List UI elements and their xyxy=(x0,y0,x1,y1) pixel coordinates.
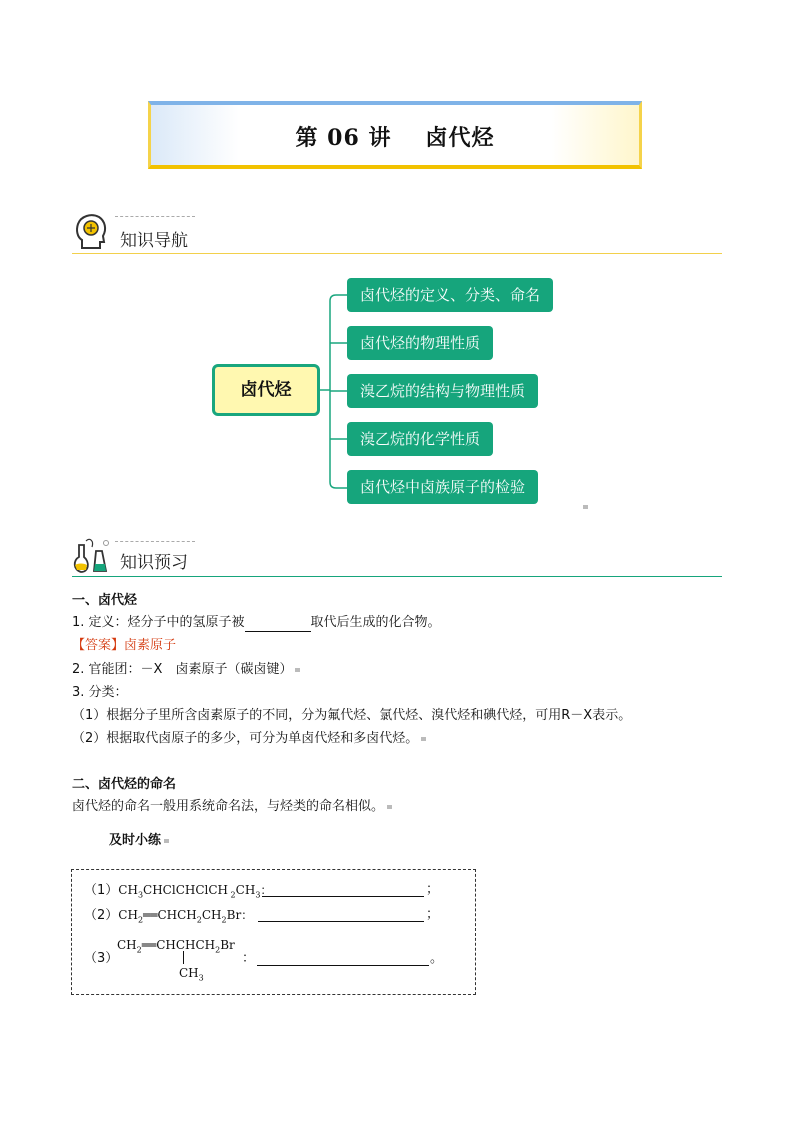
q1-formula: $CH_3CHClCHClCH$ $_2CH_3$： xyxy=(118,883,273,900)
section-preview-label: 知识预习 xyxy=(120,553,188,573)
preview-divider xyxy=(72,576,722,577)
definition-suffix: 取代后生成的化合物。 xyxy=(310,615,441,630)
nav-divider xyxy=(72,253,722,254)
practice-q2 xyxy=(84,906,253,929)
q1-end: ； xyxy=(426,882,440,897)
classification-item-2-line xyxy=(72,730,426,748)
q3-answer-blank[interactable] xyxy=(257,951,429,966)
q3-formula-branch: $CH_3$ xyxy=(179,966,204,983)
practice-label-line xyxy=(109,832,169,850)
naming-text: 卤代烃的命名一般用系统命名法，与烃类的命名相似。 xyxy=(72,799,385,814)
q2-end: ； xyxy=(426,907,440,922)
q3-colon: ： xyxy=(242,951,256,966)
edit-mark xyxy=(583,505,588,509)
edit-mark xyxy=(421,737,426,741)
classification-item-1: （1）根据分子里所含卤素原子的不同，分为氟代烃、氯代烃、溴代烃和碘代烃，可用R－X表示。 xyxy=(72,708,632,723)
q3-bond-line xyxy=(183,951,184,964)
part1-heading: 一、卤代烃 xyxy=(72,593,138,608)
lesson-topic: 卤代烃 xyxy=(425,125,495,151)
mindmap-branch: 卤代烃的物理性质 xyxy=(347,326,493,360)
section-nav-label: 知识导航 xyxy=(120,231,188,251)
classification-item-2: （2）根据取代卤原子的多少，可分为单卤代烃和多卤代烃。 xyxy=(72,731,419,746)
preview-header-dash xyxy=(115,541,195,542)
part2-heading: 二、卤代烃的命名 xyxy=(72,777,177,792)
q3-end: 。 xyxy=(430,951,444,966)
mindmap-branch: 溴乙烷的结构与物理性质 xyxy=(347,374,538,408)
edit-mark xyxy=(387,805,392,809)
mindmap-root: 卤代烃 xyxy=(212,364,320,416)
q1-number: （1） xyxy=(84,883,119,898)
q2-number: （2） xyxy=(84,908,119,923)
definition-prefix: 1. 定义：烃分子中的氢原子被 xyxy=(72,615,245,630)
practice-q1 xyxy=(84,881,272,904)
lesson-number: 第 06 讲 xyxy=(295,125,392,151)
naming-text-line xyxy=(72,798,392,816)
brain-head-icon xyxy=(74,212,110,252)
functional-group-line xyxy=(72,661,300,679)
q1-answer-blank[interactable] xyxy=(262,882,424,897)
answer-key: 【答案】 xyxy=(72,638,125,653)
q2-formula: $CH_2══CHCH_2CH_2Br$： xyxy=(118,908,254,925)
mindmap-branch: 卤代烃中卤族原子的检验 xyxy=(347,470,538,504)
edit-mark xyxy=(295,668,300,672)
definition-line xyxy=(72,614,441,632)
practice-label: 及时小练 xyxy=(109,833,162,848)
q3-number: （3） xyxy=(84,951,119,966)
answer-value: 卤素原子 xyxy=(124,638,177,653)
q2-answer-blank[interactable] xyxy=(258,907,424,922)
title-box xyxy=(148,101,642,169)
q3-formula-main: $CH_2══CHCHCH_2Br$ xyxy=(117,938,235,955)
functional-group-text: 2. 官能团：－X 卤素原子（碳卤键） xyxy=(72,662,293,677)
classification-heading: 3. 分类： xyxy=(72,685,128,700)
edit-mark xyxy=(164,839,169,843)
nav-header-dash xyxy=(115,216,195,217)
mindmap-branch: 溴乙烷的化学性质 xyxy=(347,422,493,456)
mindmap-branch: 卤代烃的定义、分类、命名 xyxy=(347,278,553,312)
lab-flask-icon xyxy=(72,537,112,575)
definition-blank xyxy=(245,617,311,632)
page-title xyxy=(151,121,639,152)
answer-line xyxy=(72,637,176,655)
